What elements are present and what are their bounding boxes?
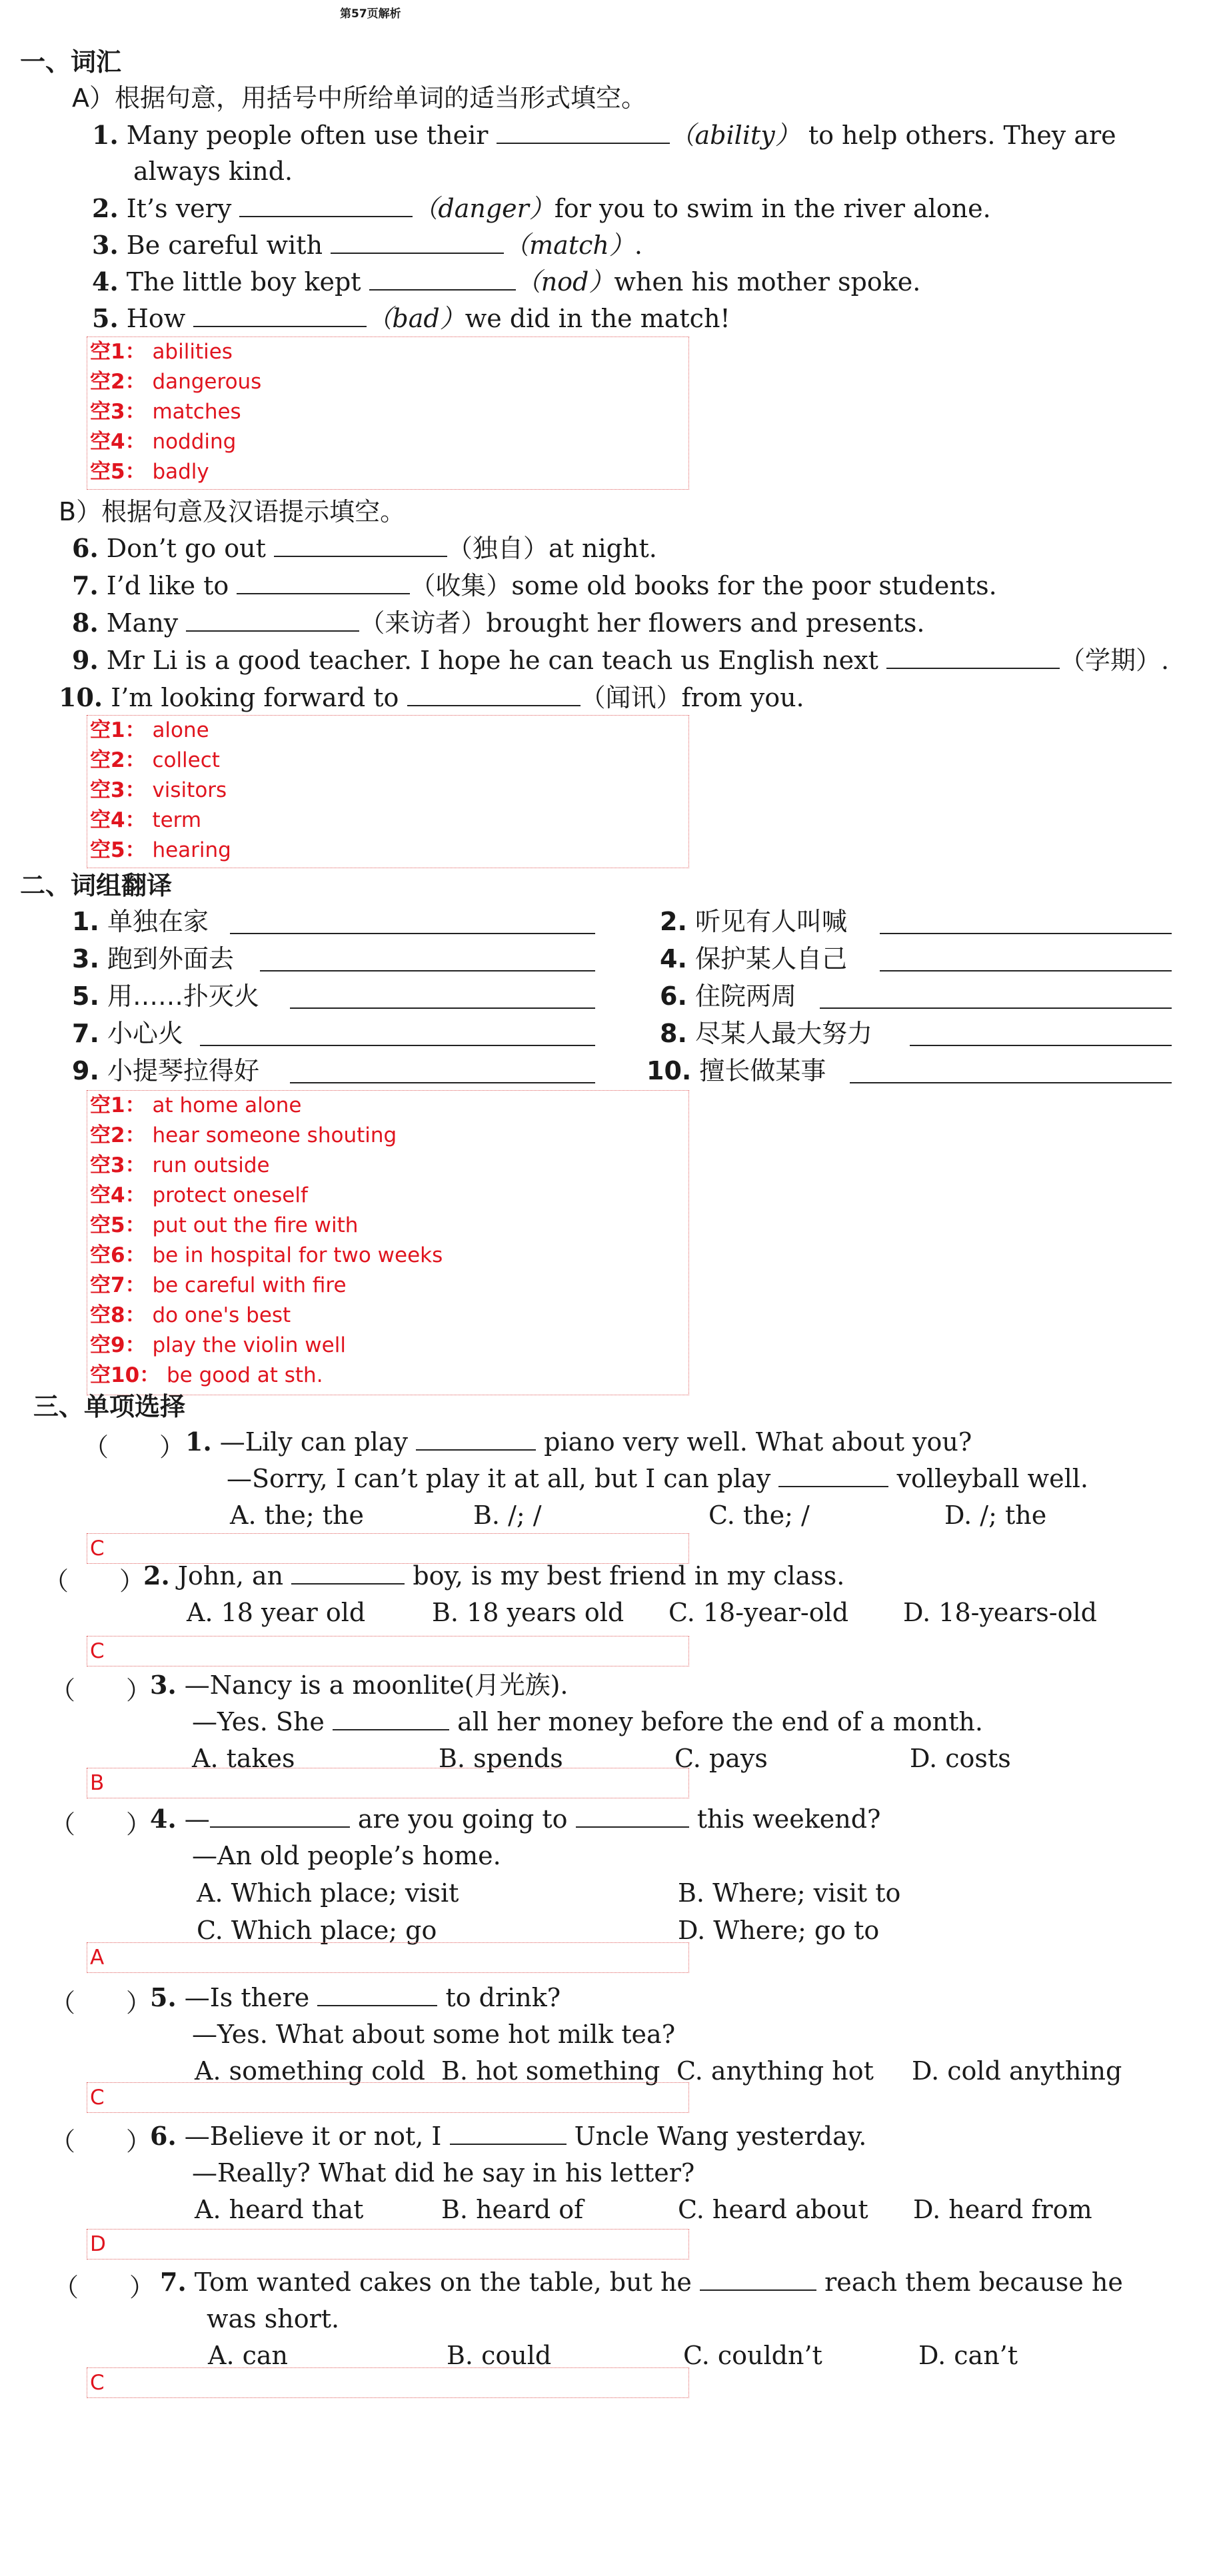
vocab-question-9 bbox=[72, 645, 1169, 676]
option-c: C. the; / bbox=[708, 1501, 810, 1530]
phrase-item-1: 1. 单独在家 bbox=[72, 907, 209, 936]
option-d: D. /; the bbox=[944, 1501, 1047, 1530]
answer-parentheses: （ ） bbox=[50, 1676, 152, 1705]
option-b: B. Where; visit to bbox=[678, 1878, 901, 1908]
word-hint: （nod） bbox=[515, 267, 614, 297]
chinese-hint: （收集） bbox=[410, 571, 512, 600]
answer-line: 空2： hear someone shouting bbox=[90, 1123, 397, 1147]
answer-line: 空2： dangerous bbox=[90, 370, 262, 394]
answer-line: 空4： protect oneself bbox=[90, 1183, 308, 1207]
answer-line: 空4： term bbox=[90, 808, 202, 832]
answer-box-q4 bbox=[87, 1942, 689, 1973]
answer-blank bbox=[274, 536, 447, 557]
answer-line: 空5： badly bbox=[90, 460, 209, 484]
answer-parentheses: （ ） bbox=[50, 2127, 152, 2156]
question-number: 6. bbox=[72, 533, 99, 563]
option-c: C. couldn’t bbox=[683, 2341, 822, 2370]
question-text: I’m looking forward to bbox=[111, 683, 399, 712]
phrase-item-2: 2. 听见有人叫喊 bbox=[660, 907, 847, 936]
question-number: 10. bbox=[59, 682, 103, 712]
chinese-hint: （来访者） bbox=[359, 608, 487, 638]
answer-box-q3 bbox=[87, 1768, 689, 1798]
choice-question-1-line-2: —Sorry, I can’t play it at all, but I can play volleyball well. bbox=[227, 1464, 1088, 1493]
choice-question-6: 6. —Believe it or not, I Uncle Wang yesterday. bbox=[150, 2121, 867, 2151]
answer-value: C bbox=[90, 1537, 105, 1561]
question-text: when his mother spoke. bbox=[614, 267, 921, 297]
vocab-question-3 bbox=[92, 230, 642, 261]
question-text: at night. bbox=[549, 534, 657, 563]
answer-line: 空10： be good at sth. bbox=[90, 1363, 323, 1387]
answer-line-blank bbox=[230, 933, 595, 934]
question-text: . bbox=[634, 231, 642, 260]
part-b-instruction: B）根据句意及汉语提示填空。 bbox=[59, 497, 406, 526]
answer-value: C bbox=[90, 1639, 105, 1663]
question-text: for you to swim in the river alone. bbox=[554, 194, 991, 223]
option-a: A. 18 year old bbox=[187, 1598, 366, 1627]
answer-line-blank bbox=[880, 970, 1172, 971]
answer-line-blank bbox=[260, 970, 595, 971]
chinese-hint: （独自） bbox=[447, 534, 549, 563]
question-text: The little boy kept bbox=[126, 267, 361, 297]
question-text-continued: always kind. bbox=[133, 157, 293, 186]
answer-box-section-2 bbox=[87, 1090, 689, 1395]
option-c: C. pays bbox=[674, 1744, 768, 1773]
question-number: 2. bbox=[92, 193, 119, 223]
option-d: D. can’t bbox=[918, 2341, 1018, 2370]
word-hint: （danger） bbox=[413, 194, 555, 223]
answer-parentheses: （ ） bbox=[50, 1810, 152, 1839]
option-b: B. /; / bbox=[473, 1501, 542, 1530]
answer-box-q2 bbox=[87, 1636, 689, 1666]
answer-line-blank bbox=[290, 1082, 595, 1083]
answer-line: 空6： be in hospital for two weeks bbox=[90, 1243, 443, 1267]
chinese-hint: （闻讯） bbox=[580, 683, 682, 712]
chinese-hint: （学期） bbox=[1059, 646, 1161, 675]
question-text: brought her flowers and presents. bbox=[486, 608, 925, 638]
section-1-heading: 一、词汇 bbox=[20, 47, 122, 77]
question-text: we did in the match! bbox=[465, 304, 730, 333]
answer-value: A bbox=[90, 1946, 105, 1970]
phrase-item-10: 10. 擅长做某事 bbox=[646, 1056, 826, 1085]
option-d: D. 18-years-old bbox=[903, 1598, 1097, 1627]
option-b: B. could bbox=[447, 2341, 552, 2370]
answer-parentheses: （ ） bbox=[50, 1988, 152, 2018]
vocab-question-5 bbox=[92, 303, 730, 334]
answer-line: 空1： alone bbox=[90, 718, 209, 742]
part-a-instruction: A）根据句意，用括号中所给单词的适当形式填空。 bbox=[72, 83, 646, 113]
answer-value: C bbox=[90, 2371, 105, 2395]
answer-line: 空5： put out the fire with bbox=[90, 1213, 359, 1237]
answer-blank bbox=[886, 648, 1060, 669]
answer-line: 空3： visitors bbox=[90, 778, 227, 802]
question-text: Be careful with bbox=[126, 231, 323, 260]
phrase-item-7: 7. 小心火 bbox=[72, 1019, 183, 1048]
question-text: . bbox=[1160, 646, 1170, 675]
answer-line: 空1： abilities bbox=[90, 340, 233, 364]
answer-line-blank bbox=[910, 1045, 1172, 1046]
answer-blank bbox=[237, 573, 410, 594]
choice-question-1: 1. —Lily can play piano very well. What about you? bbox=[185, 1427, 972, 1457]
phrase-item-6: 6. 住院两周 bbox=[660, 981, 796, 1011]
answer-box-q1 bbox=[87, 1533, 689, 1564]
choice-question-7: 7. Tom wanted cakes on the table, but he reach them because he bbox=[160, 2267, 1123, 2297]
choice-question-5: 5. —Is there to drink? bbox=[150, 1982, 561, 2012]
answer-blank bbox=[193, 306, 367, 327]
option-c: C. heard about bbox=[678, 2195, 868, 2224]
option-c: C. 18-year-old bbox=[668, 1598, 849, 1627]
answer-line: 空1： at home alone bbox=[90, 1093, 302, 1117]
choice-question-2: 2. John, an boy, is my best friend in my class. bbox=[143, 1561, 845, 1591]
answer-line: 空2： collect bbox=[90, 748, 220, 772]
phrase-item-5: 5. 用……扑灭火 bbox=[72, 981, 259, 1011]
answer-line-blank bbox=[850, 1082, 1172, 1083]
answer-parentheses: （ ） bbox=[43, 1567, 145, 1596]
choice-question-5-line-2: —Yes. What about some hot milk tea? bbox=[192, 2020, 676, 2049]
answer-value: B bbox=[90, 1771, 105, 1795]
phrase-item-3: 3. 跑到外面去 bbox=[72, 944, 234, 973]
word-hint: （ability） bbox=[669, 121, 800, 150]
word-hint: （bad） bbox=[367, 304, 465, 333]
answer-line: 空8： do one's best bbox=[90, 1303, 291, 1327]
option-a: A. something cold bbox=[195, 2056, 425, 2086]
choice-question-3-line-2: —Yes. She all her money before the end of a month. bbox=[192, 1707, 983, 1736]
option-a: A. Which place; visit bbox=[197, 1878, 459, 1908]
answer-blank bbox=[369, 269, 516, 291]
question-number: 7. bbox=[72, 570, 99, 600]
answer-parentheses: （ ） bbox=[83, 1433, 185, 1462]
option-b: B. heard of bbox=[441, 2195, 584, 2224]
answer-line-blank bbox=[820, 1007, 1172, 1009]
phrase-item-4: 4. 保护某人自己 bbox=[660, 944, 847, 973]
answer-line: 空4： nodding bbox=[90, 430, 237, 454]
answer-line: 空7： be careful with fire bbox=[90, 1273, 347, 1297]
answer-line: 空5： hearing bbox=[90, 838, 231, 862]
vocab-question-4 bbox=[92, 267, 920, 297]
question-number: 1. bbox=[92, 120, 119, 150]
option-b: B. 18 years old bbox=[432, 1598, 624, 1627]
question-text: I’d like to bbox=[106, 571, 229, 600]
option-c: C. anything hot bbox=[676, 2056, 874, 2086]
vocab-question-7 bbox=[72, 570, 997, 601]
vocab-question-2 bbox=[92, 193, 991, 224]
choice-question-6-line-2: —Really? What did he say in his letter? bbox=[192, 2158, 695, 2188]
question-text: Don’t go out bbox=[106, 534, 266, 563]
phrase-item-8: 8. 尽某人最大努力 bbox=[660, 1019, 872, 1048]
page-title: 第57页解析 bbox=[340, 7, 401, 21]
option-a: A. heard that bbox=[195, 2195, 364, 2224]
answer-line-blank bbox=[880, 933, 1172, 934]
vocab-question-1 bbox=[92, 120, 1116, 151]
question-text: Many bbox=[106, 608, 179, 638]
option-c: C. Which place; go bbox=[197, 1916, 437, 1945]
answer-blank bbox=[407, 685, 581, 706]
vocab-question-6 bbox=[72, 533, 657, 564]
answer-line-blank bbox=[200, 1045, 595, 1046]
option-b: B. hot something bbox=[441, 2056, 660, 2086]
answer-blank bbox=[331, 233, 504, 254]
choice-question-4: 4. — are you going to this weekend? bbox=[150, 1804, 881, 1834]
question-text: some old books for the poor students. bbox=[511, 571, 997, 600]
choice-question-7-line-2: was short. bbox=[207, 2304, 340, 2333]
option-d: D. costs bbox=[910, 1744, 1011, 1773]
word-hint: （match） bbox=[504, 231, 634, 260]
question-text: How bbox=[126, 304, 186, 333]
question-number: 9. bbox=[72, 645, 99, 675]
option-d: D. heard from bbox=[913, 2195, 1092, 2224]
answer-box-part-a bbox=[87, 336, 689, 490]
answer-line: 空9： play the violin well bbox=[90, 1333, 346, 1357]
answer-value: C bbox=[90, 2086, 105, 2110]
answer-box-q6 bbox=[87, 2229, 689, 2259]
answer-line: 空3： matches bbox=[90, 400, 241, 424]
answer-blank bbox=[497, 123, 670, 144]
answer-blank bbox=[239, 196, 413, 217]
question-text: from you. bbox=[681, 683, 804, 712]
option-a: A. takes bbox=[192, 1744, 295, 1773]
answer-box-q7 bbox=[87, 2367, 689, 2398]
answer-parentheses: （ ） bbox=[53, 2273, 155, 2302]
answer-blank bbox=[186, 610, 359, 632]
answer-line: 空3： run outside bbox=[90, 1153, 270, 1177]
answer-line-blank bbox=[290, 1007, 595, 1009]
answer-value: D bbox=[90, 2232, 106, 2256]
option-d: D. cold anything bbox=[912, 2056, 1122, 2086]
option-b: B. spends bbox=[439, 1744, 563, 1773]
question-text: Mr Li is a good teacher. I hope he can teach us English next bbox=[106, 646, 878, 675]
option-d: D. Where; go to bbox=[678, 1916, 880, 1945]
question-number: 8. bbox=[72, 608, 99, 638]
question-text: It’s very bbox=[126, 194, 232, 223]
question-text: Many people often use their bbox=[126, 121, 489, 150]
vocab-question-10 bbox=[59, 682, 804, 713]
choice-question-4-line-2: —An old people’s home. bbox=[192, 1841, 501, 1870]
choice-question-3: 3. —Nancy is a moonlite(月光族). bbox=[150, 1670, 569, 1700]
answer-box-q5 bbox=[87, 2082, 689, 2113]
section-2-heading: 二、词组翻译 bbox=[20, 871, 173, 900]
vocab-question-8 bbox=[72, 608, 924, 638]
question-number: 5. bbox=[92, 303, 119, 333]
phrase-item-9: 9. 小提琴拉得好 bbox=[72, 1056, 259, 1085]
question-text: to help others. They are bbox=[808, 121, 1116, 150]
option-a: A. can bbox=[208, 2341, 289, 2370]
question-number: 3. bbox=[92, 230, 119, 260]
question-number: 4. bbox=[92, 267, 119, 297]
answer-box-part-b bbox=[87, 715, 689, 868]
section-3-heading: 三、单项选择 bbox=[33, 1392, 186, 1421]
option-a: A. the; the bbox=[230, 1501, 364, 1530]
